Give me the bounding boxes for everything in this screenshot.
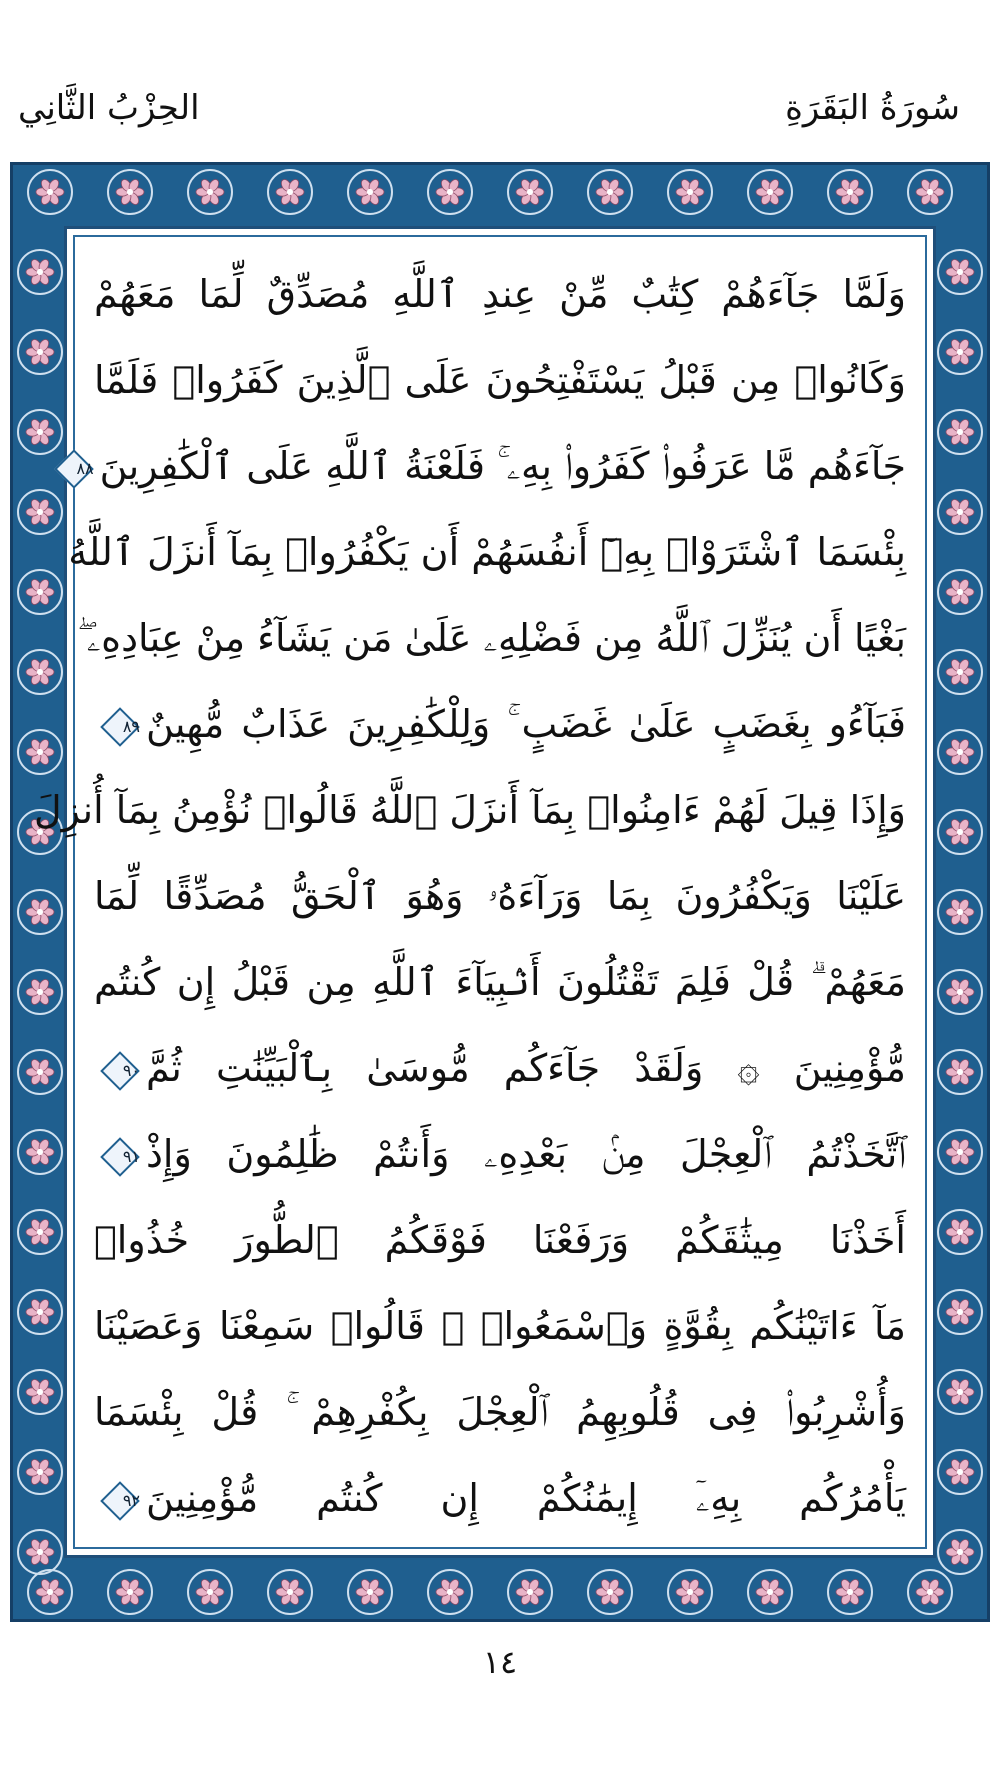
border-flower-icon	[946, 418, 974, 446]
border-flower-icon	[946, 498, 974, 526]
text-line-7: وَإِذَا قِيلَ لَهُمْ ءَامِنُوا۟ بِمَآ أَنزَلَ ٱللَّهُ قَالُوا۟ نُؤْمِنُ بِمَآ أُنزِلَ	[33, 788, 906, 832]
border-flower-icon	[946, 818, 974, 846]
border-flower-icon	[26, 898, 54, 926]
hizb-name: الحِزْبُ الثَّانِي	[18, 88, 200, 128]
border-flower-icon	[516, 178, 544, 206]
border-flower-icon	[116, 178, 144, 206]
border-flower-icon	[946, 1378, 974, 1406]
text-line-15: يَأْمُرُكُم بِهِۦٓ إِيمَٰنُكُمْ إِن كُنتُم مُّؤْمِنِينَ ٩٢	[94, 1452, 906, 1544]
ayah-marker-88: ٨٨	[54, 449, 94, 489]
border-flower-icon	[516, 1578, 544, 1606]
text-line-12: أَخَذْنَا مِيثَٰقَكُمْ وَرَفَعْنَا فَوْقَكُمُ ٱلطُّورَ خُذُوا۟	[94, 1218, 906, 1262]
border-flower-icon	[26, 1218, 54, 1246]
border-flower-icon	[26, 1298, 54, 1326]
text-line-13: مَآ ءَاتَيْنَٰكُم بِقُوَّةٍ وَٱسْمَعُوا۟ ۖ قَالُوا۟ سَمِعْنَا وَعَصَيْنَا	[94, 1304, 906, 1348]
border-flower-icon	[26, 1378, 54, 1406]
text-line-4: بِئْسَمَا ٱشْتَرَوْا۟ بِهِۦٓ أَنفُسَهُمْ أَن يَكْفُرُوا۟ بِمَآ أَنزَلَ ٱللَّهُ	[68, 530, 906, 574]
ayah-marker-91: ٩١	[100, 1137, 140, 1177]
border-flower-icon	[946, 1058, 974, 1086]
border-flower-icon	[756, 178, 784, 206]
border-flower-icon	[36, 1578, 64, 1606]
text-line-6: فَبَآءُو بِغَضَبٍ عَلَىٰ غَضَبٍ ۚ وَلِلْكَٰفِرِينَ عَذَابٌ مُّهِينٌ ٨٩	[94, 678, 906, 770]
border-flower-icon	[596, 178, 624, 206]
border-flower-icon	[26, 258, 54, 286]
text-line-11: ٱتَّخَذْتُمُ ٱلْعِجْلَ مِنۢ بَعْدِهِۦ وَأَنتُمْ ظَٰلِمُونَ وَإِذْ ٩١	[94, 1108, 906, 1200]
quran-text	[33, 248, 906, 1548]
border-flower-icon	[26, 658, 54, 686]
border-flower-icon	[916, 1578, 944, 1606]
border-flower-icon	[26, 338, 54, 366]
border-flower-icon	[946, 738, 974, 766]
text-line-2: وَكَانُوا۟ مِن قَبْلُ يَسْتَفْتِحُونَ عَلَى ٱلَّذِينَ كَفَرُوا۟ فَلَمَّا	[94, 358, 906, 402]
border-flower-icon	[946, 258, 974, 286]
border-flower-icon	[26, 1138, 54, 1166]
text-line-14: وَأُشْرِبُوا۟ فِى قُلُوبِهِمُ ٱلْعِجْلَ بِكُفْرِهِمْ ۚ قُلْ بِئْسَمَا	[94, 1390, 906, 1434]
border-flower-icon	[946, 338, 974, 366]
text-line-9: مَعَهُمْ ۗ قُلْ فَلِمَ تَقْتُلُونَ أَنۢبِيَآءَ ٱللَّهِ مِن قَبْلُ إِن كُنتُم	[94, 960, 906, 1004]
border-flower-icon	[436, 1578, 464, 1606]
border-flower-icon	[946, 1138, 974, 1166]
border-flower-icon	[356, 178, 384, 206]
border-flower-icon	[356, 1578, 384, 1606]
border-flower-icon	[276, 1578, 304, 1606]
border-flower-icon	[26, 738, 54, 766]
border-flower-icon	[116, 1578, 144, 1606]
border-flower-icon	[946, 658, 974, 686]
page-header	[0, 88, 1000, 148]
border-flower-icon	[916, 178, 944, 206]
border-flower-icon	[946, 1538, 974, 1566]
border-flower-icon	[196, 1578, 224, 1606]
text-line-10: مُّؤْمِنِينَ ۞ وَلَقَدْ جَآءَكُم مُّوسَىٰ بِٱلْبَيِّنَٰتِ ثُمَّ ٩٠	[94, 1022, 906, 1114]
ayah-marker-92: ٩٢	[100, 1481, 140, 1521]
border-flower-icon	[676, 178, 704, 206]
border-flower-icon	[946, 1458, 974, 1486]
border-flower-icon	[196, 178, 224, 206]
border-flower-icon	[836, 1578, 864, 1606]
border-flower-icon	[436, 178, 464, 206]
text-line-1: وَلَمَّا جَآءَهُمْ كِتَٰبٌ مِّنْ عِندِ ٱللَّهِ مُصَدِّقٌ لِّمَا مَعَهُمْ	[94, 272, 906, 316]
border-flower-icon	[946, 1298, 974, 1326]
border-flower-icon	[26, 578, 54, 606]
text-line-8: عَلَيْنَا وَيَكْفُرُونَ بِمَا وَرَآءَهُۥ وَهُوَ ٱلْحَقُّ مُصَدِّقًا لِّمَا	[94, 874, 906, 918]
border-flower-icon	[946, 898, 974, 926]
border-flower-icon	[36, 178, 64, 206]
page-number: ١٤	[482, 1643, 518, 1681]
text-line-3: جَآءَهُم مَّا عَرَفُوا۟ كَفَرُوا۟ بِهِۦ ۚ فَلَعْنَةُ ٱللَّهِ عَلَى ٱلْكَٰفِرِينَ ٨٨	[94, 420, 906, 512]
border-flower-icon	[596, 1578, 624, 1606]
border-flower-icon	[26, 1538, 54, 1566]
border-flower-icon	[276, 178, 304, 206]
border-flower-icon	[676, 1578, 704, 1606]
border-flower-icon	[946, 578, 974, 606]
border-flower-icon	[26, 1458, 54, 1486]
ayah-marker-90: ٩٠	[100, 1051, 140, 1091]
border-flower-icon	[26, 978, 54, 1006]
border-flower-icon	[26, 1058, 54, 1086]
border-flower-icon	[946, 1218, 974, 1246]
surah-name: سُورَةُ البَقَرَةِ	[785, 88, 960, 128]
border-flower-icon	[756, 1578, 784, 1606]
border-flower-icon	[836, 178, 864, 206]
text-line-5: بَغْيًا أَن يُنَزِّلَ ٱللَّهُ مِن فَضْلِهِۦ عَلَىٰ مَن يَشَآءُ مِنْ عِبَادِهِۦ ۖ	[77, 616, 906, 660]
border-flower-icon	[946, 978, 974, 1006]
ayah-marker-89: ٨٩	[100, 707, 140, 747]
